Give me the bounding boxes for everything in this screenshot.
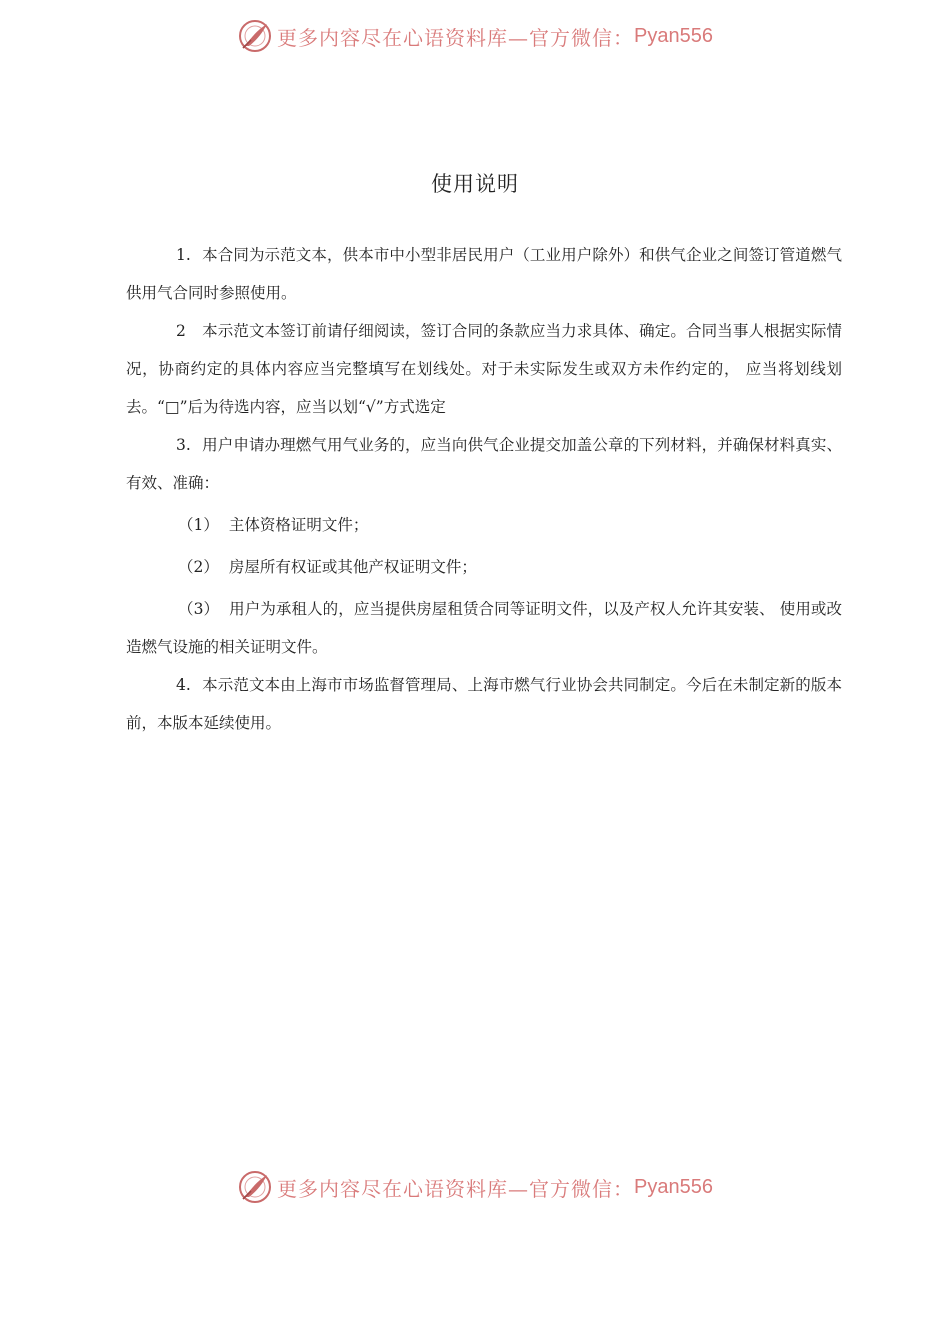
- item-number: 4.: [176, 676, 191, 694]
- instruction-item-1: [126, 236, 842, 312]
- instruction-item-3: [126, 426, 842, 502]
- instructions-body: [126, 236, 842, 742]
- page-title: 使用说明: [431, 172, 519, 196]
- item-text: 本示范文本由上海市市场监督管理局、上海市燃气行业协会共同制定。今后在未制定新的版本前，本版本延续使用。: [126, 676, 842, 732]
- sub-item-number: （1）: [178, 516, 219, 534]
- instruction-item-2: [126, 312, 842, 426]
- sub-item-2: [126, 548, 842, 586]
- watermark-header: [0, 14, 950, 58]
- sub-item-text: 用户为承租人的，应当提供房屋租赁合同等证明文件，以及产权人允许其安装、 使用或改造燃气设施的相关证明文件。: [126, 600, 842, 656]
- watermark-footer: [0, 1165, 950, 1209]
- item-number: 3.: [176, 436, 191, 454]
- item-text: 用户申请办理燃气用气业务的，应当向供气企业提交加盖公章的下列材料，并确保材料真实、有效、准确：: [126, 436, 842, 492]
- sub-item-3: [126, 590, 842, 666]
- item-text: 本示范文本签订前请仔细阅读，签订合同的条款应当力求具体、确定。合同当事人根据实际情况，协商约定的具体内容应当完整填写在划线处。对于未实际发生或双方未作约定的， 应当将划线划去。“□”后为待选内容，应当以划“√”方式选定: [126, 322, 842, 416]
- watermark-wechat-id: Pyan556: [634, 1175, 713, 1198]
- sub-item-text: 房屋所有权证或其他产权证明文件；: [228, 558, 477, 576]
- watermark-text: 更多内容尽在心语资料库—官方微信：: [277, 1176, 635, 1201]
- feather-seal-icon: [237, 18, 273, 54]
- watermark-text: 更多内容尽在心语资料库—官方微信：: [277, 25, 635, 50]
- sub-item-1: [126, 506, 842, 544]
- item-number: 2: [176, 322, 186, 340]
- watermark-wechat-id: Pyan556: [634, 24, 713, 47]
- instruction-item-4: [126, 666, 842, 742]
- item-text: 本合同为示范文本，供本市中小型非居民用户（工业用户除外）和供气企业之间签订管道燃气供用气合同时参照使用。: [126, 246, 842, 302]
- sub-item-number: （3）: [178, 600, 220, 618]
- feather-seal-icon: [237, 1169, 273, 1205]
- sub-item-text: 主体资格证明文件；: [228, 516, 369, 534]
- item-number: 1.: [176, 246, 191, 264]
- sub-item-number: （2）: [178, 558, 219, 576]
